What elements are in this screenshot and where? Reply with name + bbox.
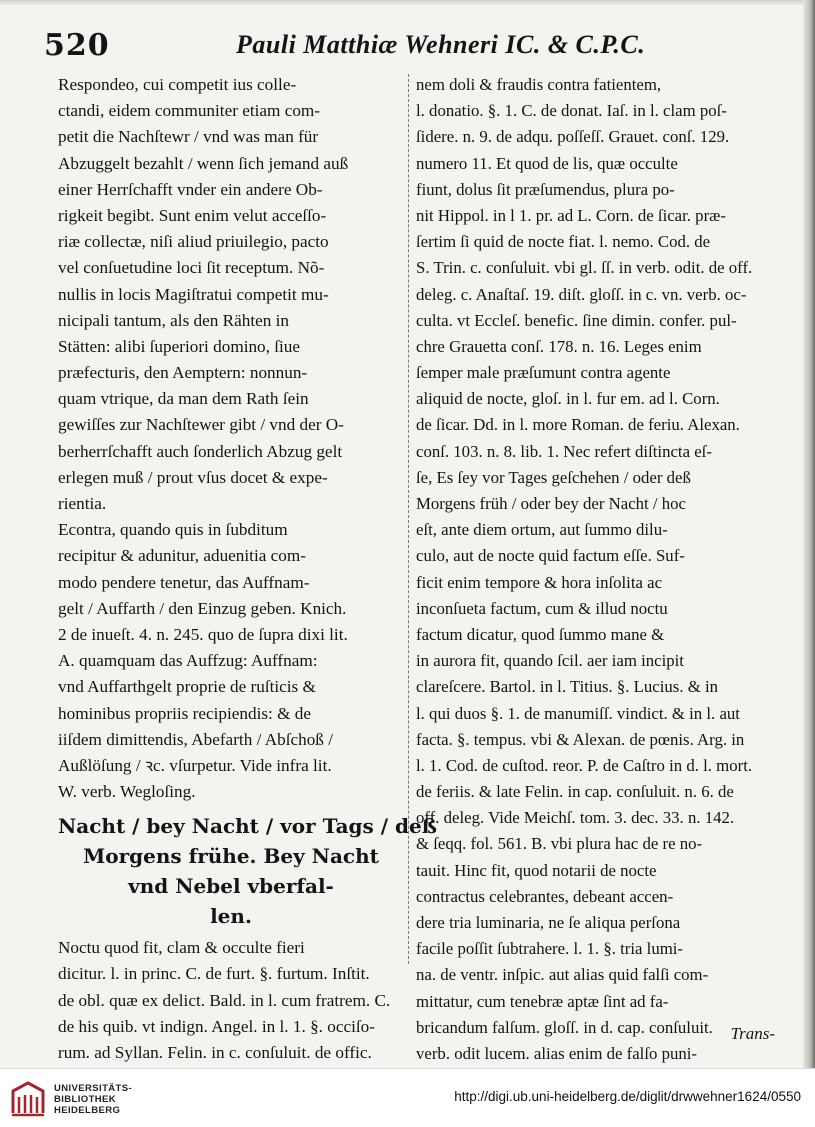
text-line: petit die Nachſtewr / vnd was man für bbox=[58, 127, 319, 147]
text-line: quam vtrique, da man dem Rath ſein bbox=[58, 389, 309, 409]
text-line: fiunt, dolus ſit præſumendus, plura po- bbox=[416, 179, 675, 199]
text-line: Econtra, quando quis in ſubditum bbox=[58, 520, 288, 540]
text-line: tauit. Hinc fit, quod notarii de nocte bbox=[416, 860, 657, 880]
text-line: ſe, Es ſey vor Tages geſchehen / oder deß bbox=[416, 467, 691, 487]
text-line: de ſicar. Dd. in l. more Roman. de feriu. Alexan. bbox=[416, 415, 740, 435]
text-line: 2 de inueſt. 4. n. 245. quo de ſupra dixi lit. bbox=[58, 624, 348, 644]
text-line: recipitur & adunitur, aduenitia com- bbox=[58, 546, 306, 566]
text-line: riæ collectæ, niſi aliud priuilegio, pacto bbox=[58, 232, 329, 252]
text-line: gelt / Auffarth / den Einzug geben. Knich. bbox=[58, 598, 347, 618]
text-line: berherrſchafft auch ſonderlich Abzug gelt bbox=[58, 441, 343, 461]
text-line: iiſdem dimittendis, Abefarth / Abſchoß / bbox=[58, 729, 333, 749]
text-line: numero 11. Et quod de lis, quæ occulte bbox=[416, 153, 678, 173]
text-line: & ſeqq. fol. 561. B. vbi plura hac de re no- bbox=[416, 834, 703, 854]
text-line: de obl. quæ ex delict. Bald. in l. cum fratrem. C. bbox=[58, 990, 391, 1010]
text-line: ſertim ſi quid de nocte fiat. l. nemo. Cod. de bbox=[416, 232, 711, 252]
page-header bbox=[44, 24, 784, 66]
page-number: 520 bbox=[44, 28, 110, 63]
text-line: dicitur. l. in princ. C. de furt. §. furtum. Inſtit. bbox=[58, 964, 370, 984]
text-line: Noctu quod fit, clam & occulte fieri bbox=[58, 938, 305, 958]
text-line: Morgens früh / oder bey der Nacht / hoc bbox=[416, 494, 686, 513]
text-line: facile poſſit ſubtrahere. l. 1. §. tria lumi- bbox=[416, 939, 684, 959]
page-top-edge bbox=[0, 0, 815, 6]
text-line: l. donatio. §. 1. C. de donat. Iaſ. in l. clam poſ- bbox=[416, 101, 727, 121]
text-line: facta. §. tempus. vbi & Alexan. de pœnis. Arg. in bbox=[416, 729, 745, 749]
text-line: præfecturis, den Aemptern: nonnun- bbox=[58, 363, 308, 383]
text-line: l. 1. Cod. de cuſtod. reor. P. de Caſtro in d. l. mort. bbox=[416, 755, 753, 775]
heading-line: Nacht / bey Nacht / vor Tags / deß bbox=[58, 814, 437, 839]
text-line: ficit enim tempore & hora inſolita ac bbox=[416, 572, 663, 592]
source-url[interactable]: http://digi.ub.uni-heidelberg.de/diglit/drwwehner1624/0550 bbox=[454, 1089, 801, 1104]
text-line: rigkeit begibt. Sunt enim velut acceſſo- bbox=[58, 205, 327, 225]
text-line: clareſcere. Bartol. in l. Titius. §. Lucius. & in bbox=[416, 677, 719, 697]
text-line: bricandum falſum. gloſſ. in d. cap. conſuluit. bbox=[416, 1017, 713, 1037]
left-column bbox=[58, 72, 437, 1068]
text-line: modo pendere tenetur, das Auffnam- bbox=[58, 572, 310, 592]
library-logo-text bbox=[54, 1083, 132, 1116]
text-line: ctandi, eidem communiter etiam com- bbox=[58, 101, 321, 121]
text-line: off. deleg. Vide Meichſ. tom. 3. dec. 33. n. 142. bbox=[416, 808, 735, 828]
text-line: gewiſſes zur Nachſtewer gibt / vnd der O- bbox=[58, 415, 344, 435]
section-heading bbox=[58, 811, 437, 931]
text-line: vel conſuetudine loci ſit receptum. Nõ- bbox=[58, 258, 325, 278]
heading-line: Morgens frühe. Bey Nacht bbox=[83, 844, 379, 869]
library-logo-icon bbox=[10, 1079, 46, 1117]
text-line: Stätten: alibi ſuperiori domino, ſiue bbox=[58, 336, 301, 356]
page-right-edge bbox=[803, 0, 815, 1068]
text-line: A. quamquam das Auffzug: Auffnam: bbox=[58, 651, 318, 671]
text-line: Respondeo, cui competit ius colle- bbox=[58, 75, 297, 94]
text-line: mittatur, cum tenebræ aptæ ſint ad fa- bbox=[416, 991, 669, 1011]
text-line: factum dicatur, quod ſummo mane & bbox=[416, 624, 665, 644]
text-line: nit Hippol. in l 1. pr. ad L. Corn. de ſicar. præ- bbox=[416, 205, 726, 225]
text-line: inconſueta factum, cum & illud noctu bbox=[416, 598, 668, 618]
text-line: verb. odit lucem. alias enim de falſo puni- bbox=[416, 1043, 698, 1063]
library-logo[interactable] bbox=[10, 1077, 210, 1121]
text-line: einer Herrſchafft vnder ein andere Ob- bbox=[58, 179, 323, 199]
text-line: nullis in locis Magiſtratui competit mu- bbox=[58, 284, 329, 304]
text-line: de his quib. vt indign. Angel. in l. 1. §. occiſo- bbox=[58, 1016, 375, 1036]
catchword: Trans- bbox=[730, 1024, 775, 1043]
column-divider bbox=[408, 74, 409, 964]
text-line: chre Grauetta conſ. 178. n. 16. Leges enim bbox=[416, 336, 702, 356]
text-line: aliquid de nocte, gloſ. in l. fur em. ad l. Corn. bbox=[416, 389, 720, 409]
logo-line-3: HEIDELBERG bbox=[54, 1105, 121, 1116]
text-line: deleg. c. Anaſtaſ. 19. diſt. gloſſ. in c. vn. verb. oc- bbox=[416, 284, 747, 304]
text-line: culo, aut de nocte quid factum eſſe. Suf- bbox=[416, 546, 685, 566]
text-line: vnd Auffarthgelt proprie de ruſticis & bbox=[58, 677, 316, 697]
left-column-text-bottom bbox=[58, 935, 404, 1068]
left-column-text-top bbox=[58, 72, 404, 805]
text-line: culta. vt Eccleſ. benefic. ſine dimin. confer. pul- bbox=[416, 310, 737, 330]
text-line: hominibus propriis recipiendis: & de bbox=[58, 703, 312, 723]
text-line: dere tria luminaria, ne ſe aliqua perſona bbox=[416, 913, 681, 932]
right-column-text bbox=[416, 72, 782, 1068]
heading-line: len. bbox=[210, 904, 252, 929]
text-line: nem doli & fraudis contra fatientem, bbox=[416, 75, 662, 94]
text-line: eſt, ante diem ortum, aut ſummo dilu- bbox=[416, 520, 668, 540]
text-line: contractus celebrantes, debeant accen- bbox=[416, 886, 674, 906]
text-line: Abzuggelt bezahlt / wenn ſich jemand auß bbox=[58, 153, 349, 173]
heading-line: vnd Nebel vberfal- bbox=[128, 874, 334, 899]
text-line: de feriis. & late Felin. in cap. conſuluit. n. 6. de bbox=[416, 782, 734, 802]
text-line: rientia. bbox=[58, 494, 107, 513]
running-title: Pauli Matthiæ Wehneri IC. & C.P.C. bbox=[236, 30, 646, 59]
text-line: na. de ventr. inſpic. aut alias quid falſi com- bbox=[416, 965, 709, 985]
text-line: in aurora fit, quando ſcil. aer iam incipit bbox=[416, 651, 684, 671]
text-line: W. verb. Wegloſing. bbox=[58, 782, 196, 802]
text-line: ſemper male præſumunt contra agente bbox=[416, 363, 671, 383]
text-line: l. qui duos §. 1. de manumiſſ. vindict. & in l. aut bbox=[416, 703, 740, 723]
text-line: ſidere. n. 9. de adqu. poſſeſſ. Grauet. conſ. 129. bbox=[416, 127, 730, 147]
text-line: erlegen muß / prout vſus docet & expe- bbox=[58, 467, 328, 487]
text-line: S. Trin. c. conſuluit. vbi gl. ſſ. in verb. odit. de off. bbox=[416, 258, 753, 278]
text-line: Außlöſung / ꝛc. vſurpetur. Vide infra lit. bbox=[58, 755, 332, 775]
text-line: conſ. 103. n. 8. lib. 1. Nec refert diſtincta eſ- bbox=[416, 441, 712, 461]
logo-line-1: UNIVERSITÄTS- bbox=[54, 1083, 133, 1094]
text-line: nicipali tantum, als den Rähten in bbox=[58, 310, 290, 330]
footer-bar bbox=[0, 1068, 815, 1127]
logo-line-2: BIBLIOTHEK bbox=[54, 1094, 117, 1105]
text-line: rum. ad Syllan. Felin. in c. conſuluit. de offic. bbox=[58, 1043, 372, 1062]
right-column bbox=[416, 72, 782, 1068]
